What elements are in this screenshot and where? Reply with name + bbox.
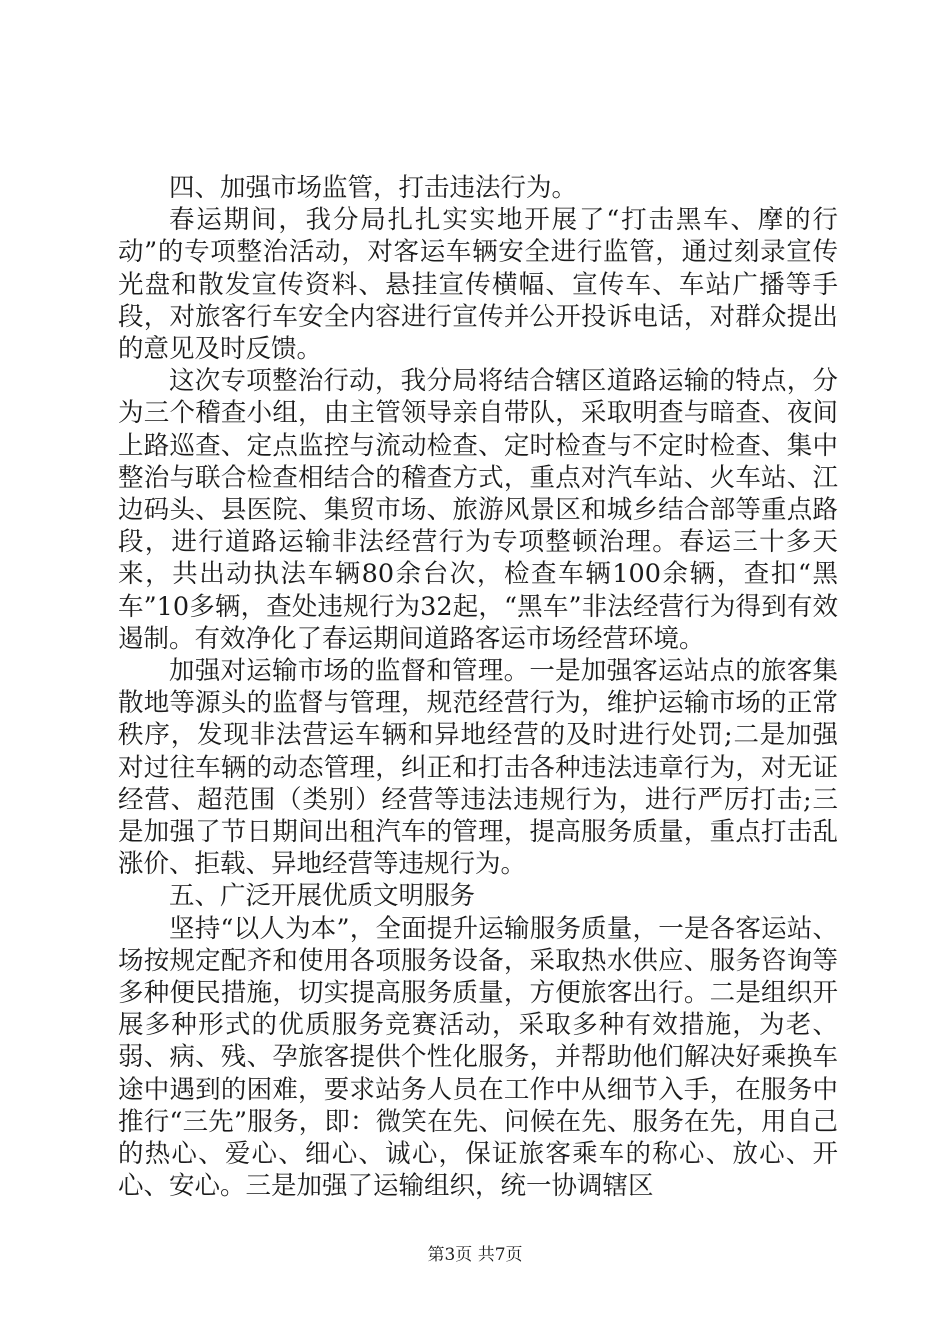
section-4-paragraph-1: 春运期间，我分局扎扎实实地开展了“打击黑车、摩的行动”的专项整治活动，对客运车辆安全进行监管，通过刻录宣传光盘和散发宣传资料、悬挂宣传横幅、宣传车、车站广播等手段，对旅客行车安全内容进行宣传并公开投诉电话，对群众提出的意见及时反馈。 <box>118 205 838 365</box>
page-number-footer: 第3页 共7页 <box>427 1245 523 1265</box>
document-body <box>118 172 838 1203</box>
section-4-heading: 四、加强市场监管，打击违法行为。 <box>169 173 578 203</box>
section-5-heading: 五、广泛开展优质文明服务 <box>169 881 476 912</box>
section-5-paragraph-1: 坚持“以人为本”，全面提升运输服务质量，一是各客运站、场按规定配齐和使用各项服务设备，采取热水供应、服务咨询等多种便民措施，切实提高服务质量，方便旅客出行。二是组织开展多种形式的优质服务竞赛活动，采取多种有效措施，为老、弱、病、残、孕旅客提供个性化服务，并帮助他们解决好乘换车途中遇到的困难，要求站务人员在工作中从细节入手，在服务中推行“三先”服务，即：微笑在先、问候在先、服务在先，用自己的热心、爱心、细心、诚心，保证旅客乘车的称心、放心、开心、安心。三是加强了运输组织，统一协调辖区 <box>118 913 838 1202</box>
section-4-paragraph-2: 这次专项整治行动，我分局将结合辖区道路运输的特点，分为三个稽查小组，由主管领导亲自带队，采取明查与暗查、夜间上路巡查、定点监控与流动检查、定时检查与不定时检查、集中整治与联合检查相结合的稽查方式，重点对汽车站、火车站、江边码头、县医院、集贸市场、旅游风景区和城乡结合部等重点路段，进行道路运输非法经营行为专项整顿治理。春运三十多天来，共出动执法车辆80余台次，检查车辆100余辆，查扣“黑车”10多辆，查处违规行为32起，“黑车”非法经营行为得到有效遏制。有效净化了春运期间道路客运市场经营环境。 <box>118 366 838 654</box>
section-4-paragraph-3: 加强对运输市场的监督和管理。一是加强客运站点的旅客集散地等源头的监督与管理，规范经营行为，维护运输市场的正常秩序，发现非法营运车辆和异地经营的及时进行处罚;二是加强对过往车辆的动态管理，纠正和打击各种违法违章行为，对无证经营、超范围（类别）经营等违法违规行为，进行严厉打击;三是加强了节日期间出租汽车的管理，提高服务质量，重点打击乱涨价、拒载、异地经营等违规行为。 <box>118 656 838 880</box>
